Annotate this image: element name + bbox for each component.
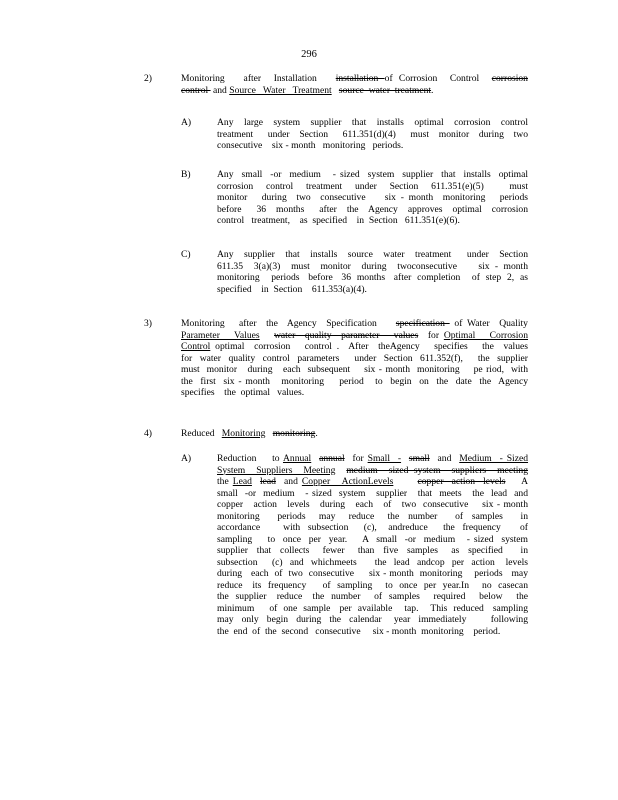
text-run: and: [429, 453, 460, 464]
text-run: for water quality control parameters under Section 611.352(f), the supplier: [181, 352, 528, 364]
text-line: [217, 522, 528, 534]
subitem-text: [217, 249, 528, 295]
subitem-letter: C): [181, 249, 191, 260]
inserted-text: Annual: [282, 453, 312, 464]
subitem-letter: A): [181, 117, 192, 128]
text-run: consecutive six - month monitoring periods.: [217, 140, 404, 151]
text-line: [217, 181, 528, 193]
text-line: [217, 204, 528, 216]
item-text: [181, 73, 528, 96]
deleted-text: copper action levels: [417, 476, 506, 487]
text-run: the: [217, 476, 233, 487]
text-run: small -or medium - sized system supplier that meets the lead and: [217, 487, 528, 499]
item-number: 4): [144, 428, 152, 439]
item-number: 3): [144, 318, 152, 329]
deleted-text: lead: [259, 476, 276, 487]
text-line: [181, 353, 528, 365]
text-run: control treatment, as specified in Section 611.351(e)(6).: [217, 215, 460, 226]
text-run: must monitor during each subsequent six - month monitoring pe riod, with: [181, 364, 528, 375]
inserted-text: Monitoring: [221, 428, 266, 439]
deleted-text: small: [408, 453, 430, 464]
text-line: [181, 73, 528, 85]
deleted-text: water quality parameter values: [274, 329, 419, 341]
deleted-text: monitoring: [272, 428, 316, 439]
text-run: and: [275, 476, 302, 487]
text-run: specified in Section 611.353(a)(4).: [217, 283, 367, 295]
deleted-text: corrosion: [491, 73, 528, 84]
deleted-text: specification: [395, 318, 450, 329]
text-run: A: [505, 476, 529, 487]
text-run: [311, 453, 319, 464]
text-run: before 36 months after the Agency approves optimal corrosion: [217, 203, 528, 215]
text-line: [217, 453, 528, 465]
text-line: [217, 499, 528, 511]
text-run: Monitoring after the Agency Specification: [181, 318, 396, 329]
inserted-text: System Suppliers Meeting: [217, 464, 336, 476]
item-text: [181, 428, 528, 440]
text-run: Any supplier that installs source water treatment under Section: [217, 249, 528, 260]
deleted-text: annual: [319, 453, 345, 464]
inserted-text: Copper ActionLevels: [301, 476, 394, 487]
subitem-letter: B): [181, 169, 191, 180]
text-line: [217, 117, 528, 129]
text-line: [217, 272, 528, 284]
text-run: corrosion control treatment under Section 611.351(e)(5) must: [217, 180, 528, 192]
inserted-text: Parameter Values: [181, 329, 260, 341]
inserted-text: Source Water Treatment: [229, 84, 332, 96]
text-run: may only begin during the calendar year immediately following: [217, 614, 528, 625]
text-run: reduce its frequency of sampling to once per year.In no casecan: [217, 579, 528, 591]
inserted-text: Lead: [232, 476, 252, 487]
text-run: [335, 465, 346, 476]
deleted-text: medium sized system suppliers meeting: [346, 464, 529, 476]
text-run: for: [418, 329, 444, 341]
deleted-text: installation: [335, 73, 385, 84]
text-run: minimum of one sample per available tap. This reduced sampling: [217, 602, 528, 614]
text-line: [181, 376, 528, 388]
text-run: the end of the second consecutive six - month monitoring period.: [217, 625, 501, 637]
text-run: .: [431, 84, 434, 96]
inserted-text: Control: [181, 341, 211, 352]
text-line: [217, 215, 528, 227]
text-run: of Corrosion Control: [384, 73, 492, 84]
subitem-text: [217, 169, 528, 227]
text-line: [217, 488, 528, 500]
text-run: subsection (c) and whichmeets the lead andcop per action levels: [217, 556, 528, 568]
text-line: [217, 192, 528, 204]
text-line: [217, 129, 528, 141]
text-line: [217, 476, 528, 488]
text-line: [181, 318, 528, 330]
text-run: [401, 453, 409, 464]
text-run: [393, 476, 417, 487]
text-run: Reduced: [181, 428, 222, 439]
text-run: [265, 428, 272, 439]
text-run: Any small -or medium - sized system supplier that installs optimal: [217, 169, 528, 180]
text-line: [217, 261, 528, 273]
text-run: specifies the optimal values.: [181, 387, 305, 398]
text-run: [252, 476, 260, 487]
text-line: [181, 341, 528, 353]
text-line: [217, 169, 528, 181]
text-line: [217, 568, 528, 580]
item-text: [181, 318, 528, 399]
text-run: the supplier reduce the number of samples required below the: [217, 591, 528, 602]
text-run: sampling to once per year. A small -or medium - sized system: [217, 533, 528, 545]
text-run: Reduction to: [217, 453, 283, 464]
text-line: [217, 557, 528, 569]
text-line: [217, 465, 528, 477]
text-line: [181, 85, 528, 97]
inserted-text: Medium - Sized: [459, 453, 529, 464]
text-line: [181, 428, 528, 440]
text-run: during each of two consecutive six - month monitoring periods may: [217, 568, 528, 579]
text-run: optimal corrosion control . After theAgency specifies the values: [210, 341, 528, 352]
text-line: [217, 614, 528, 626]
text-run: monitoring periods may reduce the number of samples in: [217, 510, 528, 522]
inserted-text: Small -: [367, 453, 402, 464]
text-run: supplier that collects fewer than five samples as specified in: [217, 545, 528, 556]
text-line: [217, 511, 528, 523]
text-line: [181, 387, 528, 399]
subitem-text: [217, 453, 528, 637]
text-line: [217, 249, 528, 261]
text-run: monitoring periods before 36 months after completion of step 2, as: [217, 272, 528, 283]
text-run: .: [315, 428, 318, 439]
text-run: the first six - month monitoring period to begin on the date the Agency: [181, 375, 528, 387]
text-line: [181, 364, 528, 376]
page-number: 296: [301, 49, 317, 60]
deleted-text: source water treatment: [338, 84, 432, 96]
text-line: [217, 603, 528, 615]
text-line: [181, 330, 528, 342]
text-line: [217, 626, 528, 638]
deleted-text: control: [181, 84, 211, 96]
text-run: of Water Quality: [449, 318, 528, 329]
text-run: [260, 330, 274, 341]
text-line: [217, 591, 528, 603]
text-line: [217, 284, 528, 296]
text-run: for: [344, 453, 368, 464]
subitem-letter: A): [181, 453, 192, 464]
text-run: [332, 85, 339, 96]
subitem-text: [217, 117, 528, 152]
text-line: [217, 534, 528, 546]
text-run: monitor during two consecutive six - month monitoring periods: [217, 192, 528, 203]
text-line: [217, 580, 528, 592]
text-line: [217, 545, 528, 557]
text-run: 611.35 3(a)(3) must monitor during twoconsecutive six - month: [217, 260, 528, 272]
text-line: [217, 140, 528, 152]
text-run: copper action levels during each of two consecutive six - month: [217, 499, 528, 510]
text-run: treatment under Section 611.351(d)(4) must monitor during two: [217, 128, 528, 140]
text-run: Any large system supplier that installs optimal corrosion control: [217, 117, 528, 128]
inserted-text: Optimal Corrosion: [443, 329, 529, 341]
item-number: 2): [144, 73, 152, 84]
text-run: Monitoring after Installation: [181, 73, 336, 84]
text-run: and: [210, 84, 230, 96]
text-run: accordance with subsection (c), andreduce the frequency of: [217, 522, 528, 533]
